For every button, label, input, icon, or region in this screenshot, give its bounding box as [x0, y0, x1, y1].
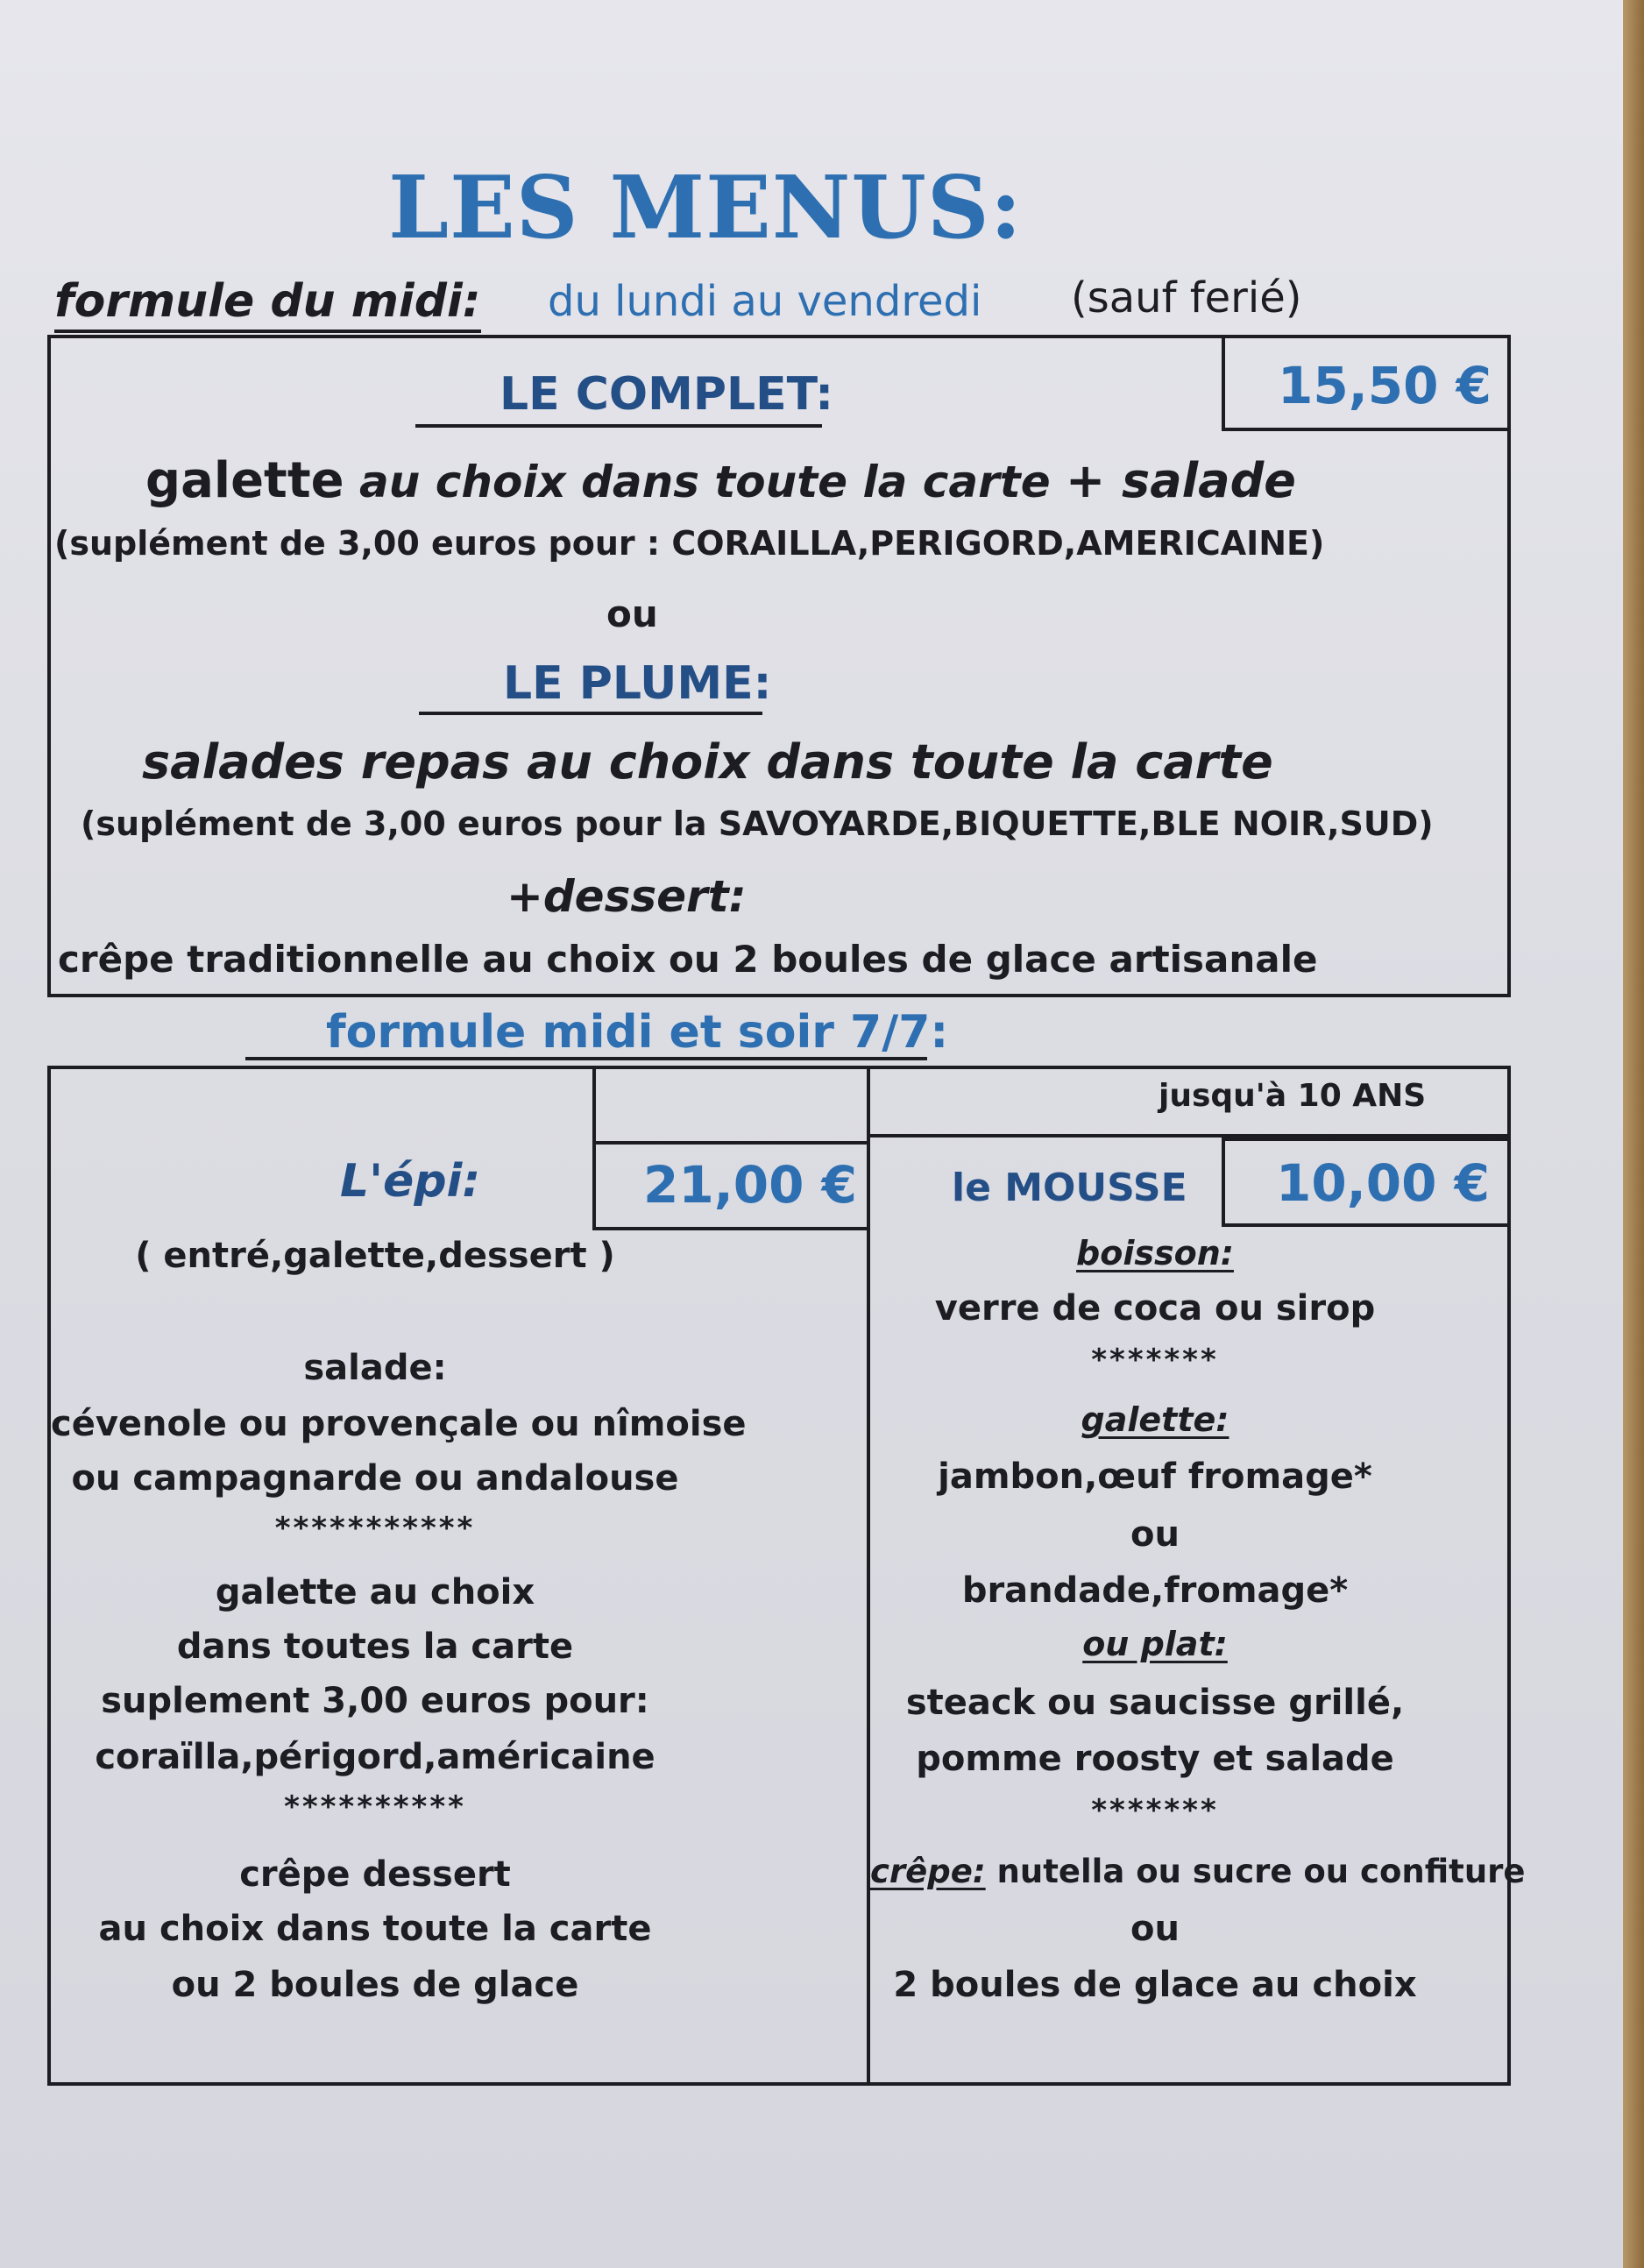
midi-days: du lundi au vendredi	[548, 277, 982, 326]
mousse-glace: 2 boules de glace au choix	[893, 1965, 1417, 2005]
epi-crepe-line: au choix dans toute la carte	[98, 1909, 652, 1949]
epi-stars: **********	[284, 1790, 466, 1825]
mousse-age: jusqu'à 10 ANS	[1159, 1078, 1427, 1114]
epi-summary: ( entré,galette,dessert )	[135, 1236, 615, 1276]
complet-supplement: (suplément de 3,00 euros pour : CORAILLA,PERIGORD,AMERICAINE)	[54, 524, 1325, 563]
mousse-galette-head: galette:	[1081, 1400, 1229, 1439]
mousse-plat-line: steack ou saucisse grillé,	[905, 1683, 1405, 1723]
mousse-stars: *******	[1091, 1793, 1219, 1828]
epi-salade-head: salade:	[303, 1348, 447, 1388]
epi-galette-line: galette au choix	[215, 1572, 535, 1612]
plume-title-underline	[419, 712, 762, 715]
complet-price: 15,50 €	[1278, 356, 1492, 415]
plume-supplement: (suplément de 3,00 euros pour la SAVOYARDE,BIQUETTE,BLE NOIR,SUD)	[81, 804, 1434, 843]
complet-title: LE COMPLET:	[500, 368, 834, 421]
complet-title-underline	[415, 424, 822, 428]
soir-formula-title: formule midi et soir 7/7:	[326, 1006, 949, 1059]
mousse-galette-option: brandade,fromage*	[961, 1570, 1349, 1611]
epi-crepe-line: ou 2 boules de glace	[171, 1965, 579, 2005]
plume-desc: salades repas au choix dans toute la carte	[142, 734, 1273, 790]
plume-title: LE PLUME:	[503, 657, 772, 710]
mousse-name: le MOUSSE	[952, 1166, 1187, 1210]
mousse-crepe-head: crêpe:	[870, 1853, 986, 1890]
epi-price: 21,00 €	[643, 1155, 858, 1215]
complet-galette-line	[145, 452, 1296, 509]
page-title: LES MENUS:	[388, 158, 1023, 259]
epi-stars: ***********	[274, 1511, 476, 1546]
or-separator: ou	[606, 592, 658, 635]
mousse-stars: *******	[1091, 1343, 1219, 1378]
mousse-plat-head: ou plat:	[1082, 1625, 1228, 1663]
epi-crepe-line: crêpe dessert	[239, 1854, 511, 1895]
midi-menu-box	[47, 335, 1511, 997]
galette-desc: au choix dans toute la carte	[344, 457, 1066, 507]
table-edge	[1623, 0, 1644, 2268]
mousse-crepe-desc: nutella ou sucre ou confiture	[985, 1853, 1526, 1890]
epi-galette-line: dans toutes la carte	[176, 1627, 574, 1667]
epi-galette-line: suplement 3,00 euros pour:	[101, 1681, 649, 1721]
galette-salade: + salade	[1066, 453, 1296, 508]
midi-formula-label: formule du midi:	[54, 275, 481, 333]
dessert-desc: crêpe traditionnelle au choix ou 2 boules de glace artisanale	[58, 938, 1318, 981]
mousse-galette-or: ou	[1130, 1514, 1180, 1555]
mousse-price: 10,00 €	[1276, 1153, 1491, 1213]
epi-empty-cell	[592, 1066, 870, 1145]
midi-exception: (sauf ferié)	[1071, 273, 1302, 322]
epi-salade-line: cévenole ou provençale ou nîmoise	[51, 1404, 747, 1444]
mousse-boisson-desc: verre de coca ou sirop	[934, 1288, 1376, 1329]
mousse-plat-line: pomme roosty et salade	[916, 1739, 1394, 1779]
epi-salade-line: ou campagnarde ou andalouse	[71, 1458, 679, 1499]
mousse-crepe-line	[870, 1853, 1526, 1890]
dessert-heading: +dessert:	[507, 871, 747, 922]
epi-name: L'épi:	[340, 1155, 481, 1208]
galette-word: galette	[145, 452, 344, 509]
epi-galette-line: coraïlla,périgord,américaine	[95, 1737, 655, 1777]
soir-title-underline	[245, 1057, 927, 1060]
mousse-galette-option: jambon,œuf fromage*	[938, 1456, 1372, 1497]
mousse-crepe-or: ou	[1130, 1909, 1180, 1949]
mousse-boisson-head: boisson:	[1076, 1234, 1234, 1272]
